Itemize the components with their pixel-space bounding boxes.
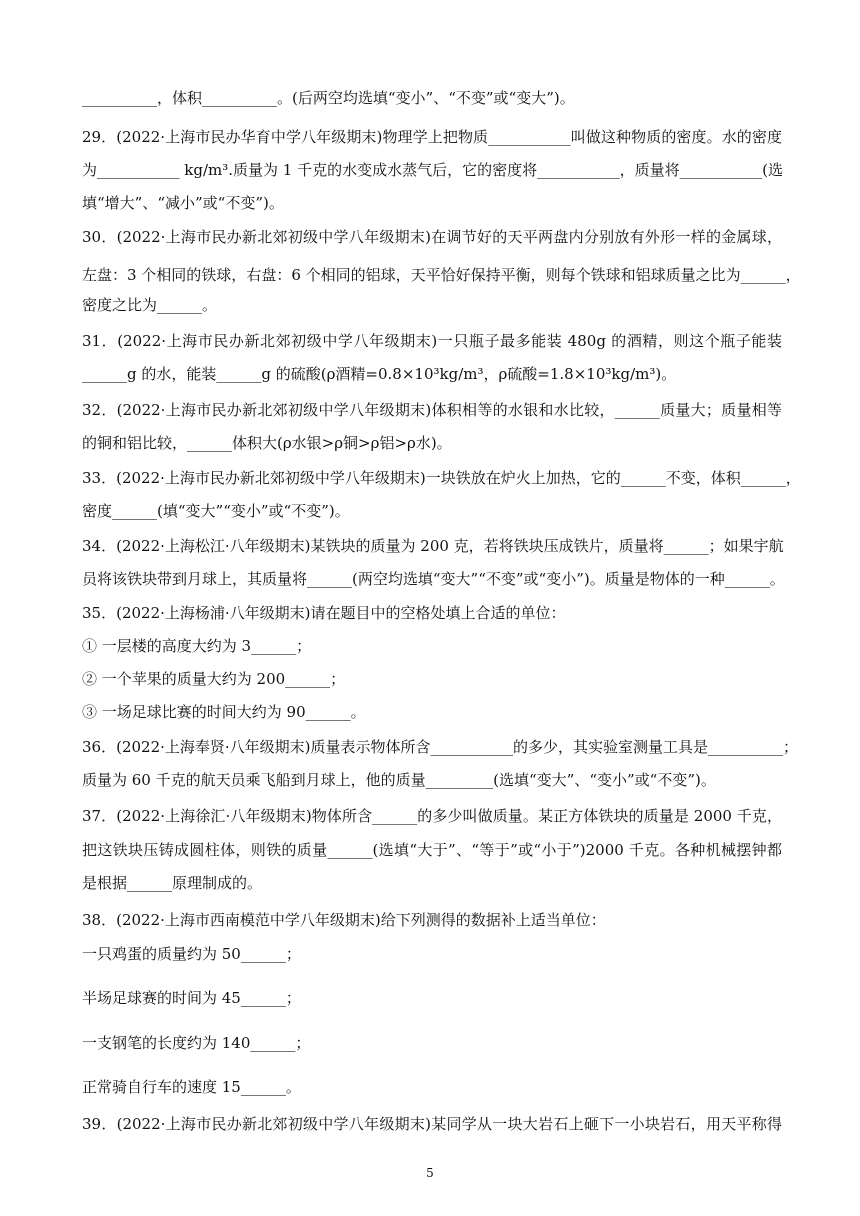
q38-item1: 一只鸡蛋的质量约为 50______；	[82, 945, 301, 963]
q31-line2: ______g 的水，能装______g 的硫酸(ρ酒精=0.8×10³kg/m³，ρ硫酸=1.8×10³kg/m³)。	[82, 365, 677, 383]
q35-line1: 35．(2022·上海杨浦·八年级期末)请在题目中的空格处填上合适的单位：	[82, 604, 566, 622]
q31-line1: 31．(2022·上海市民办新北郊初级中学八年级期末)一只瓶子最多能装 480g 的酒精，则这个瓶子能装	[82, 332, 782, 350]
q33-line2: 密度______(填“变大”“变小”或“不变”)。	[82, 502, 350, 520]
q30-line1: 30．(2022·上海市民办新北郊初级中学八年级期末)在调节好的天平两盘内分别放有外形一样的金属球，	[82, 228, 782, 246]
q28-tail: __________，体积__________。(后两空均选填“变小”、“不变”或“变大”)。	[82, 89, 575, 107]
q37-line3: 是根据______原理制成的。	[82, 874, 263, 892]
q38-line1: 38．(2022·上海市西南模范中学八年级期末)给下列测得的数据补上适当单位：	[82, 911, 606, 929]
q34-line2: 员将该铁块带到月球上，其质量将______(两空均选填“变大”“不变”或“变小”)。质量是物体的一种______。	[82, 570, 785, 588]
q39-line1: 39．(2022·上海市民办新北郊初级中学八年级期末)某同学从一块大岩石上砸下一小块岩石，用天平称得	[82, 1115, 782, 1133]
q32-line1: 32．(2022·上海市民办新北郊初级中学八年级期末)体积相等的水银和水比较，______质量大；质量相等	[82, 401, 782, 419]
q34-line1: 34．(2022·上海松江·八年级期末)某铁块的质量为 200 克，若将铁块压成铁片，质量将______；如果宇航	[82, 537, 784, 555]
q33-line1: 33．(2022·上海市民办新北郊初级中学八年级期末)一块铁放在炉火上加热，它的______不变，体积______，	[82, 469, 801, 487]
q32-line2: 的铜和铝比较，______体积大(ρ水银>ρ铜>ρ铝>ρ水)。	[82, 434, 452, 452]
q35-item1: ① 一层楼的高度大约为 3______；	[82, 637, 312, 655]
q35-item2: ② 一个苹果的质量大约为 200______；	[82, 670, 346, 688]
q38-item2: 半场足球赛的时间为 45______；	[82, 989, 301, 1007]
q37-line1: 37．(2022·上海徐汇·八年级期末)物体所含______的多少叫做质量。某正方体铁块的质量是 2000 千克，	[82, 807, 782, 825]
page-number: 5	[426, 1166, 434, 1180]
q38-item3: 一支钢笔的长度约为 140______；	[82, 1034, 311, 1052]
q29-line3: 填“增大”、“减小”或“不变”)。	[82, 194, 284, 212]
q37-line2: 把这铁块压铸成圆柱体，则铁的质量______(选填“大于”、“等于”或“小于”)2000 千克。各种机械摆钟都	[82, 841, 782, 859]
q38-item4: 正常骑自行车的速度 15______。	[82, 1078, 301, 1096]
q36-line1: 36．(2022·上海奉贤·八年级期末)质量表示物体所含___________的多少，其实验室测量工具是__________；	[82, 738, 799, 756]
q29-line2: 为___________ kg/m³.质量为 1 千克的水变成水蒸气后，它的密度将___________，质量将___________(选	[82, 161, 783, 179]
q29-line1: 29．(2022·上海市民办华育中学八年级期末)物理学上把物质___________叫做这种物质的密度。水的密度	[82, 128, 782, 146]
q35-item3: ③ 一场足球比赛的时间大约为 90______。	[82, 703, 366, 721]
q36-line2: 质量为 60 千克的航天员乘飞船到月球上，他的质量_________(选填“变大”、“变小”或“不变”)。	[82, 771, 716, 789]
q30-line3: 密度之比为______。	[82, 296, 218, 314]
q30-line2: 左盘：3 个相同的铁球，右盘：6 个相同的铝球，天平恰好保持平衡，则每个铁球和铝球质量之比为______，	[82, 266, 801, 284]
